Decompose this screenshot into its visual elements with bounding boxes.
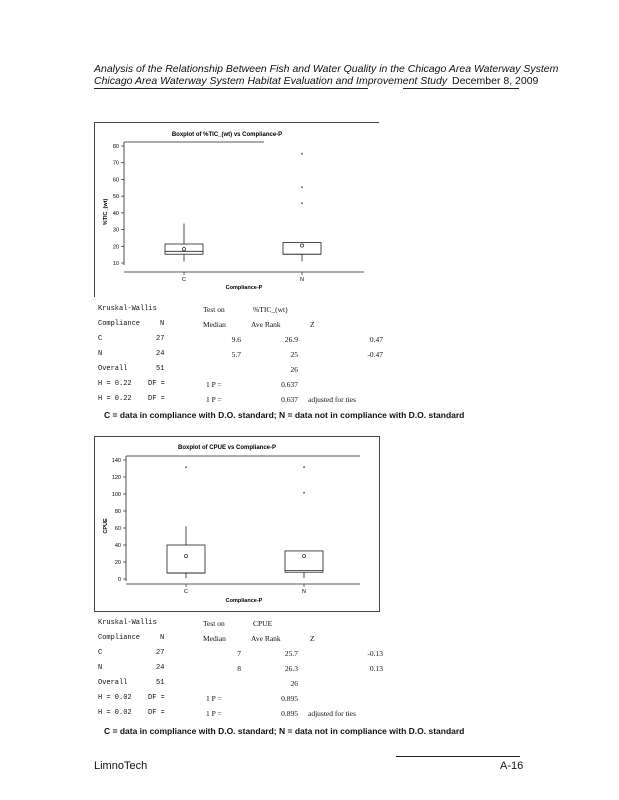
chart2-ytick-label-0: 140: [111, 458, 121, 464]
chart1-ytick-label-3: 50: [112, 194, 119, 201]
stats2-row0-z: -0.13: [367, 649, 383, 658]
chart1-title: Boxplot of %TIC_(wt) vs Compliance-P: [171, 132, 283, 138]
chart1-xlabel: Compliance-P: [225, 285, 263, 291]
stats1-row2-n: 51: [156, 365, 165, 373]
stats1-row1-z: -0.47: [367, 350, 383, 359]
stats2-col-n: N: [160, 634, 165, 642]
header-date: December 8, 2009: [452, 75, 539, 87]
chart1-box-N-outlier-2: *: [300, 152, 304, 159]
stats1-col-median: Median: [203, 320, 226, 329]
chart1-ytick-label-7: 10: [112, 261, 119, 267]
chart2-box-C-mean-symbol: [184, 554, 187, 557]
stats1-h1-df: DF =: [148, 395, 165, 403]
chart2-box-N-mean-symbol: [302, 554, 305, 557]
stats1-test-on-label: Test on: [203, 305, 225, 314]
chart2-ytick-label-5: 40: [114, 543, 121, 549]
stats1-variable: %TIC_(wt): [253, 305, 288, 314]
header-rule-left: [94, 88, 368, 89]
stats1-row1-n: 24: [156, 350, 165, 358]
chart1-ytick-label-4: 40: [112, 210, 119, 217]
chart2-title: Boxplot of CPUE vs Compliance-P: [177, 445, 277, 451]
stats2-h0-p-value: 0.895: [281, 694, 298, 703]
stats2-data-row-2: [98, 679, 488, 691]
stats1-h0-p-value: 0.637: [281, 380, 298, 389]
stats2-col-compliance: Compliance: [98, 634, 141, 642]
stats1-row0-median: 9.6: [231, 335, 241, 344]
stats1-test-label: Kruskal-Wallis: [98, 305, 157, 313]
stats1-data-row-2: [98, 365, 488, 377]
stats2-h0-value: H = 0.02: [98, 694, 132, 702]
stats2-row1-z: 0.13: [369, 664, 383, 673]
stats1-h0-p-label: 1 P =: [206, 380, 222, 389]
footer-logo: LimnoTech: [94, 760, 148, 772]
stats1-row0-n: 27: [156, 335, 165, 343]
chart2-box-C-xtick-label: C: [184, 589, 188, 595]
stats1-h0-df: DF =: [148, 380, 165, 388]
stats1-h-row-0: [98, 380, 488, 392]
stats2-row2-n: 51: [156, 679, 165, 687]
stats1-row0-group: C: [98, 335, 103, 343]
stats2-header-row: [98, 634, 488, 646]
stats2-row1-group: N: [98, 664, 103, 672]
stats2-data-row-0: [98, 649, 488, 661]
chart1-ytick-label-1: 70: [112, 160, 119, 167]
stats1-col-n: N: [160, 320, 165, 328]
footer-rule: [396, 756, 520, 757]
chart2-ytick-label-4: 60: [114, 526, 121, 532]
stats2-row0-group: C: [98, 649, 103, 657]
stats2-row1-n: 24: [156, 664, 165, 672]
stats1-data-row-1: [98, 350, 488, 362]
footer-page-number: A-16: [500, 760, 524, 772]
stats2-h-row-1: [98, 709, 488, 721]
stats1-col-ave-rank: Ave Rank: [251, 320, 281, 329]
stats2-row2-group: Overall: [98, 679, 128, 687]
chart2-box-N-xtick-label: N: [302, 589, 306, 595]
chart1-box-C-mean-symbol: [182, 248, 185, 251]
stats2-col-z: Z: [310, 634, 315, 643]
chart1-ytick-label-5: 30: [112, 227, 119, 234]
stats2-h0-p-label: 1 P =: [206, 694, 222, 703]
stats1-row1-median: 5.7: [231, 350, 241, 359]
chart2-boxplot: [94, 436, 384, 614]
chart1-box-N-outlier-1: *: [300, 186, 304, 193]
stats2-row0-n: 27: [156, 649, 165, 657]
stats2-h1-df: DF =: [148, 709, 165, 717]
stats2-h1-p-value: 0.895: [281, 709, 298, 718]
chart2-ytick-label-1: 120: [111, 475, 121, 481]
stats1-row1-ave-rank: 25: [290, 350, 298, 359]
stats2-row0-ave-rank: 25.7: [284, 649, 298, 658]
chart2-ytick-label-2: 100: [111, 492, 121, 498]
stats2-row1-median: 8: [237, 664, 241, 673]
stats2-h-row-0: [98, 694, 488, 706]
chart2-xlabel: Compliance-P: [225, 598, 263, 604]
chart1-boxplot: [94, 122, 384, 300]
chart1-ytick-label-6: 20: [112, 244, 119, 251]
stats1-row1-group: N: [98, 350, 103, 358]
stats1-h1-p-value: 0.637: [281, 395, 298, 404]
stats2-variable: CPUE: [253, 619, 273, 628]
stats1-h0-value: H = 0.22: [98, 380, 132, 388]
chart1-box-C-iqr-box: [165, 244, 203, 254]
caption-1: C = data in compliance with D.O. standard; N = data not in compliance with D.O. standard: [104, 410, 465, 420]
chart1-ytick-label-2: 60: [112, 177, 119, 184]
stats2-test-label: Kruskal-Wallis: [98, 619, 157, 627]
stats1-header-row: [98, 320, 488, 332]
stats1-row0-z: 0.47: [369, 335, 383, 344]
caption-2: C = data in compliance with D.O. standard; N = data not in compliance with D.O. standard: [104, 726, 465, 736]
chart2-box-N-outlier-0: *: [302, 492, 306, 498]
chart1-box-N-mean-symbol: [300, 244, 303, 247]
stats1-row0-ave-rank: 26.9: [284, 335, 298, 344]
stats2-col-ave-rank: Ave Rank: [251, 634, 281, 643]
header-title-line1: Analysis of the Relationship Between Fish and Water Quality in the Chicago Area Waterway System: [94, 63, 559, 75]
stats2-test-on-label: Test on: [203, 619, 225, 628]
chart2-ytick-label-6: 20: [114, 560, 121, 566]
stats2-col-median: Median: [203, 634, 226, 643]
stats1-h1-note: adjusted for ties: [308, 395, 356, 404]
stats1-data-row-0: [98, 335, 488, 347]
chart2-box-C-iqr-box: [167, 545, 205, 573]
stats2-h1-p-label: 1 P =: [206, 709, 222, 718]
header-title-line2: Chicago Area Waterway System Habitat Evaluation and Improvement Study: [94, 75, 448, 87]
chart2-ytick-label-7: 0: [117, 577, 121, 583]
chart1-box-N-iqr-box: [283, 243, 321, 255]
stats2-title-row: [98, 619, 488, 631]
chart1-box-N-outlier-0: *: [300, 202, 304, 209]
stats2-row1-ave-rank: 26.3: [284, 664, 298, 673]
stats1-row2-ave-rank: 26: [290, 365, 298, 374]
stats2-row0-median: 7: [237, 649, 241, 658]
stats2-h0-df: DF =: [148, 694, 165, 702]
stats1-row2-group: Overall: [98, 365, 128, 373]
stats1-h1-value: H = 0.22: [98, 395, 132, 403]
chart1-ytick-label-0: 80: [112, 144, 119, 150]
chart2-box-N-outlier-1: *: [302, 466, 306, 473]
stats2-h1-value: H = 0.02: [98, 709, 132, 717]
stats2-data-row-1: [98, 664, 488, 676]
stats2-h1-note: adjusted for ties: [308, 709, 356, 718]
stats2-row2-ave-rank: 26: [290, 679, 298, 688]
chart2-box-C-outlier-0: *: [184, 466, 188, 473]
chart2-ylabel: CPUE: [103, 518, 109, 534]
header-rule-right: [403, 88, 519, 89]
stats1-col-compliance: Compliance: [98, 320, 141, 328]
chart1-box-C-xtick-label: C: [182, 277, 186, 283]
stats1-col-z: Z: [310, 320, 315, 329]
chart1-ylabel: %TIC_(wt): [103, 198, 109, 226]
chart2-ytick-label-3: 80: [114, 509, 121, 515]
stats1-title-row: [98, 305, 488, 317]
chart1-box-N-xtick-label: N: [300, 277, 304, 283]
stats1-h1-p-label: 1 P =: [206, 395, 222, 404]
stats1-h-row-1: [98, 395, 488, 407]
